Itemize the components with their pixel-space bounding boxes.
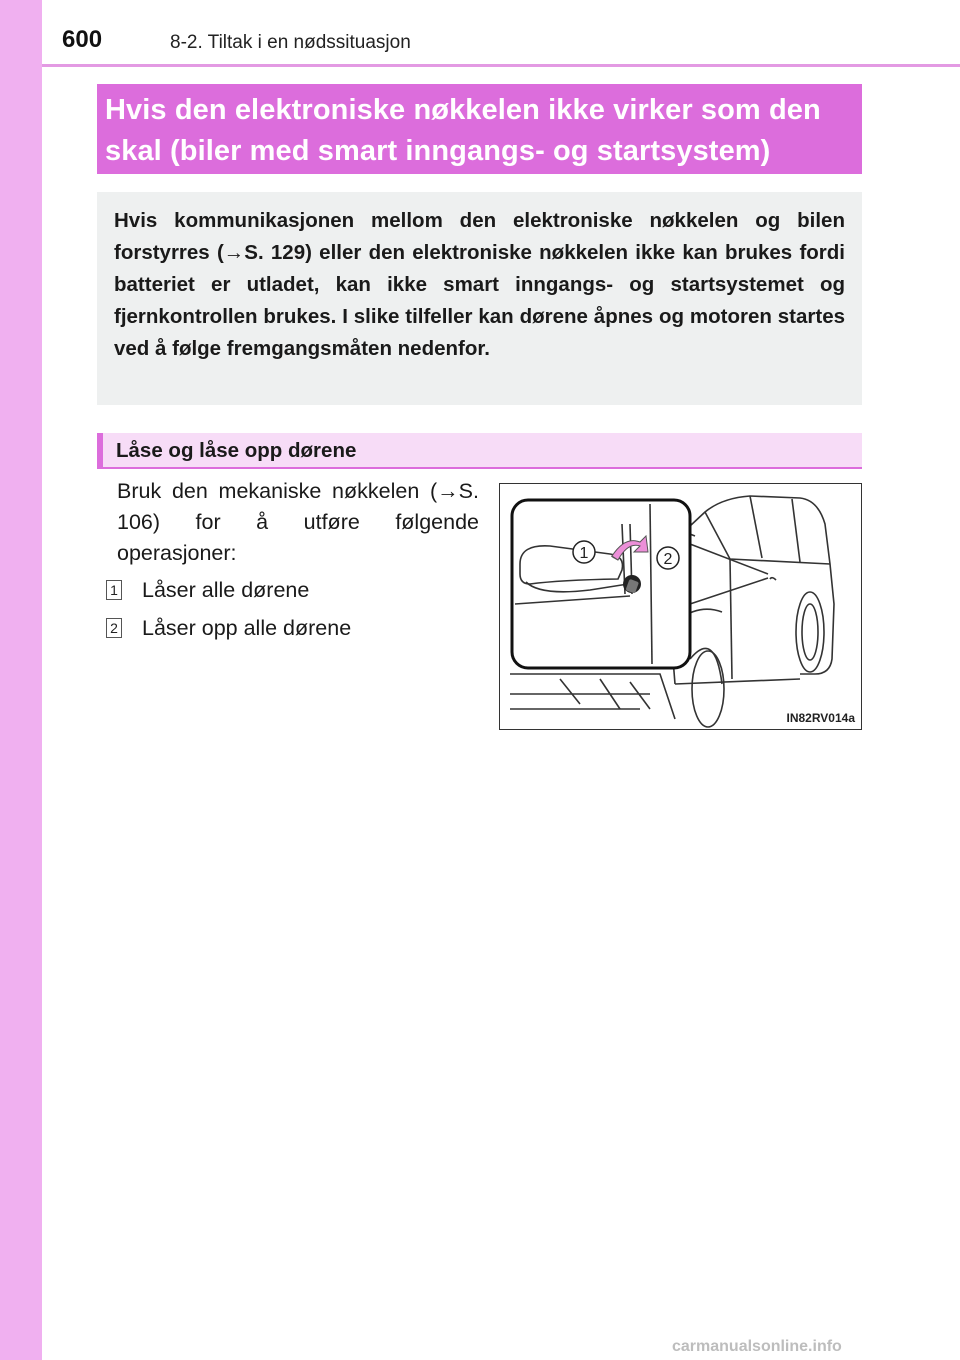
callout-1-label: 1 xyxy=(579,545,589,562)
car-door-key-drawing xyxy=(500,484,861,729)
step-number-badge: 1 xyxy=(106,580,122,600)
list-item-text: Låser alle dørene xyxy=(142,577,310,602)
list-item xyxy=(106,575,309,605)
intro-box xyxy=(97,192,862,405)
callout-2-label: 2 xyxy=(663,551,673,568)
magnified-inset xyxy=(512,500,690,668)
watermark: carmanualsonline.info xyxy=(672,1338,842,1355)
section-title-box xyxy=(97,84,862,174)
callout-pointer xyxy=(690,544,768,604)
subsection-body xyxy=(117,476,479,569)
header-divider xyxy=(42,64,960,67)
section-title-line-2: skal (biler med smart inngangs- og startsystem) xyxy=(105,135,771,167)
list-item-text: Låser opp alle dørene xyxy=(142,615,352,640)
section-title xyxy=(105,90,854,172)
list-item xyxy=(106,613,351,643)
page-number: 600 xyxy=(62,26,103,53)
door-lock-illustration xyxy=(499,483,862,730)
side-tab-strip xyxy=(0,0,42,1360)
section-label: 8-2. Tiltak i en nødssituasjon xyxy=(170,32,411,53)
subsection-heading xyxy=(97,433,862,469)
step-number-badge: 2 xyxy=(106,618,122,638)
subsection-body-text: Bruk den mekaniske nøkkelen (→S. 106) for å utføre følgende operasjoner: xyxy=(117,479,479,565)
figure-code: IN82RV014a xyxy=(786,711,855,725)
callout-1 xyxy=(573,541,595,563)
section-title-line-1: Hvis den elektroniske nøkkelen ikke virker som den xyxy=(105,94,821,126)
intro-text: Hvis kommunikasjonen mellom den elektroniske nøkkelen og bilen forstyrres (→S. 129) eller den elektroniske nøkkelen ikke kan brukes fordi batteriet er utladet, kan ikke smart inngangs- og startsystemet og fjernkontrollen brukes. I slike tilfeller kan dørene åpnes og motoren startes ved å følge fremgangsmåten nedenfor. xyxy=(114,209,845,360)
callout-2 xyxy=(657,547,679,569)
subsection-heading-text: Låse og låse opp dørene xyxy=(116,439,357,462)
